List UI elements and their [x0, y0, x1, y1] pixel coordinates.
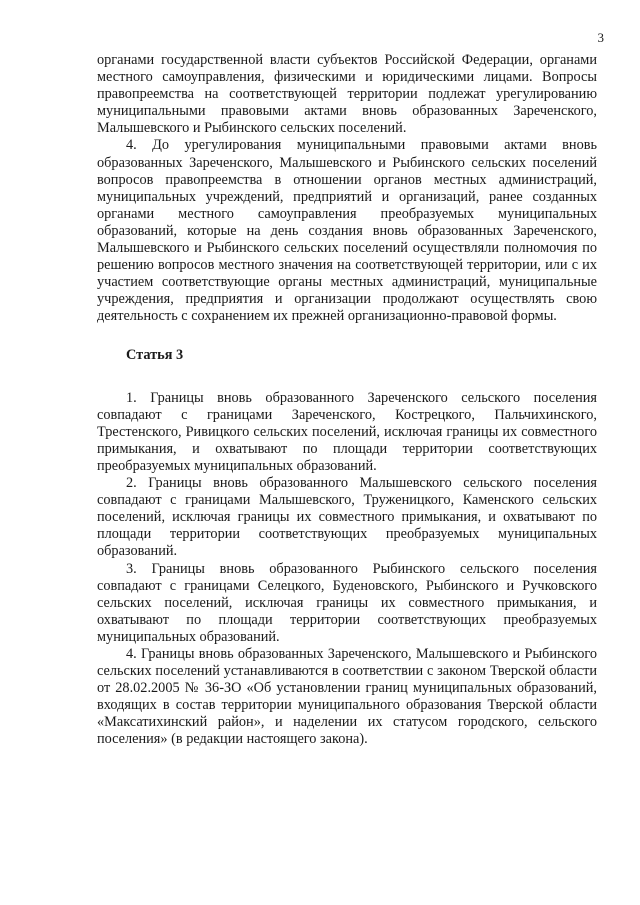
article3-paragraph-3: 3. Границы вновь образованного Рыбинского сельского поселения совпадают с границами Селецкого, Буденовского, Рыбинского и Ручковского сельских поселений, исключая границы их совместного примыкания, и охватывают по площади территории соответствующих преобразуемых муниципальных образований.: [97, 560, 597, 645]
article3-title: Статья 3: [126, 346, 184, 363]
article3-paragraph-1: 1. Границы вновь образованного Зареченского сельского поселения совпадают с границами Зареченского, Кострецкого, Пальчихинского, Трестенского, Ривицкого сельских поселений, исключая границы их совместного примыкания, и охватывают по площади территории соответствующих преобразуемых муниципальных образований.: [97, 389, 597, 474]
article2-paragraph-4: 4. До урегулирования муниципальными правовыми актами вновь образованных Зареченского, Малышевского и Рыбинского сельских поселений вопросов правопреемства в отношении органов местных администраций, муниципальных учреждений, предприятий и организаций, ранее созданных органами местного самоуправления преобразуемых муниципальных образований, которые на день создания вновь образованных Зареченского, Малышевского и Рыбинского сельских поселений осуществляли полномочия по решению вопросов местного значения на соответствующей территории, или с их участием соответствующие органы местных администраций, муниципальные учреждения, предприятия и организации продолжают осуществлять свою деятельность с сохранением их прежней организационно-правовой формы.: [97, 137, 597, 325]
page-number: 3: [597, 30, 604, 45]
article3-paragraph-2: 2. Границы вновь образованного Малышевского сельского поселения совпадают с границами Малышевского, Труженицкого, Каменского сельских поселений, исключая границы их совместного примыкания, и охватывают по площади территории соответствующих преобразуемых муниципальных образований.: [97, 475, 597, 560]
article3-paragraph-4: 4. Границы вновь образованных Зареченского, Малышевского и Рыбинского сельских поселений устанавливаются в соответствии с законом Тверской области от 28.02.2005 № 36-ЗО «Об установлении границ муниципальных образований, входящих в состав территории муниципального образования Тверской области «Максатихинский район», и наделении их статусом городского, сельского поселения» (в редакции настоящего закона).: [97, 646, 597, 748]
document-body: [97, 52, 597, 749]
article2-paragraph-3-continuation: органами государственной власти субъектов Российской Федерации, органами местного самоуправления, физическими и юридическими лицами. Вопросы правопреемства на соответствующей территории подлежат урегулированию муниципальными правовыми актами вновь образованных Зареченского, Малышевского и Рыбинского сельских поселений.: [97, 52, 597, 137]
